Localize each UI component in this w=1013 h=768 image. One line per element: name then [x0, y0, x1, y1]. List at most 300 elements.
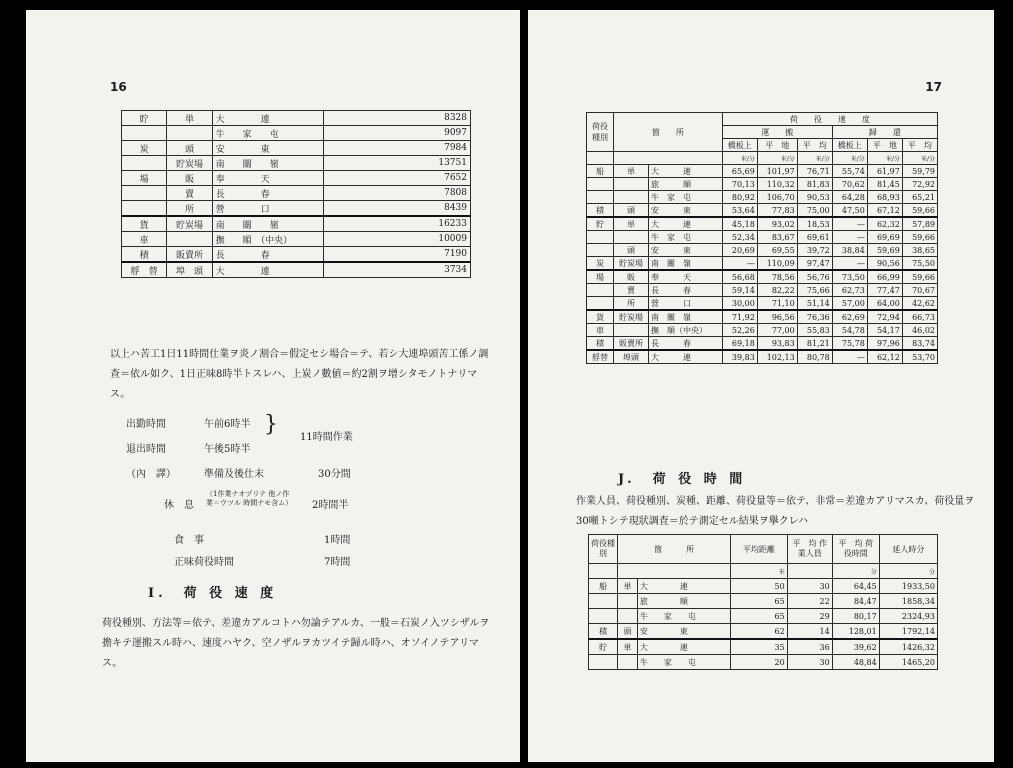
value-cell: 2324,93 [879, 609, 937, 624]
place-cell: 安 東 [649, 204, 723, 218]
value-cell: 93,02 [757, 217, 797, 231]
value-cell: 7190 [324, 247, 471, 263]
place-cell: 牛 家 屯 [637, 609, 730, 624]
value-cell: 80,92 [722, 191, 757, 204]
col-header-distance: 平均距離 [731, 535, 788, 564]
group-cell: 貯 [589, 639, 618, 655]
value-cell: 70,67 [902, 284, 937, 297]
col-header-place: 箇 所 [618, 535, 731, 564]
value-cell: 64,28 [832, 191, 867, 204]
group-cell: 炭 [587, 257, 614, 271]
value-cell: 73,50 [832, 270, 867, 284]
value-cell: 57,00 [832, 297, 867, 311]
value-cell: 78,56 [757, 270, 797, 284]
subgroup-cell: 販賣所 [167, 247, 212, 263]
table-row [587, 297, 938, 311]
unit-cell: 米/分 [757, 152, 797, 165]
value-cell: 67,12 [867, 204, 902, 218]
value-cell: 83,74 [902, 337, 937, 351]
table-row [122, 186, 471, 201]
group-cell: 貯 [587, 217, 614, 231]
unit-cell: 米 [731, 564, 788, 579]
breakdown-label: （內 譯） [126, 469, 176, 480]
value-cell: 52,26 [722, 324, 757, 337]
value-cell: 18,53 [797, 217, 832, 231]
group-cell [589, 655, 618, 670]
table-row [589, 624, 938, 640]
unit-cell: 米/分 [797, 152, 832, 165]
subgroup-cell: 頭 [167, 141, 212, 156]
value-cell: 10009 [324, 232, 471, 247]
group-cell: 船 [587, 165, 614, 178]
value-cell: 97,47 [797, 257, 832, 271]
value-cell: 30,00 [722, 297, 757, 311]
value-cell: 1426,32 [879, 639, 937, 655]
col-header-workers: 平 均 作業人員 [787, 535, 832, 564]
value-cell: 1792,14 [879, 624, 937, 640]
unit-cell: 米/分 [832, 152, 867, 165]
place-cell: 牛 家 屯 [649, 191, 723, 204]
value-cell: 59,66 [902, 231, 937, 244]
value-cell: 102,13 [757, 350, 797, 364]
blank-cell [589, 564, 618, 579]
subgroup-cell: 単 [167, 111, 212, 126]
group-cell: 積 [587, 204, 614, 218]
subgroup-cell: 貯炭場 [167, 156, 212, 171]
value-cell: 14 [787, 624, 832, 640]
subgroup-cell: 単 [618, 579, 638, 594]
table-row [122, 171, 471, 186]
place-cell: 長 春 [212, 247, 323, 263]
place-cell: 大 連 [637, 639, 730, 655]
place-cell: 長 春 [649, 337, 723, 351]
unit-cell: 分 [879, 564, 937, 579]
value-cell: — [832, 231, 867, 244]
table-row [587, 324, 938, 337]
value-cell: 80,78 [797, 350, 832, 364]
value-cell: 82,22 [757, 284, 797, 297]
group-cell [587, 178, 614, 191]
value-cell: 69,18 [722, 337, 757, 351]
value-cell: 1933,50 [879, 579, 937, 594]
table-row [589, 609, 938, 624]
blank-cell [787, 564, 832, 579]
value-cell: 75,66 [797, 284, 832, 297]
value-cell: 62 [731, 624, 788, 640]
subgroup-cell: 単 [614, 165, 649, 178]
value-cell: 53,70 [902, 350, 937, 364]
value-cell: 59,14 [722, 284, 757, 297]
subgroup-cell: 頭 [618, 624, 638, 640]
value-cell: 7652 [324, 171, 471, 186]
value-cell: 39,62 [832, 639, 879, 655]
net-value: 7時間 [324, 557, 351, 568]
unit-row [587, 152, 938, 165]
place-cell: 牛 家 屯 [212, 126, 323, 141]
back-time-label: 退出時間 [126, 444, 166, 455]
value-cell: 101,97 [757, 165, 797, 178]
place-cell: 牛 家 屯 [649, 231, 723, 244]
value-cell: 71,92 [722, 310, 757, 324]
paragraph-time: 作業人員、荷役種別、炭種、距離、荷役量等＝依テ、非常＝差違カアリマスカ、荷役量ヲ30噸トシテ現狀調査＝於テ測定セル結果ヲ擧クレハ [576, 496, 975, 527]
table-row [587, 231, 938, 244]
table-row [587, 284, 938, 297]
group-cell [122, 201, 167, 217]
table-row [587, 165, 938, 178]
place-cell: 旅 順 [637, 594, 730, 609]
value-cell: 61,97 [867, 165, 902, 178]
place-cell: 大 連 [649, 165, 723, 178]
value-cell: 48,84 [832, 655, 879, 670]
table-row [589, 639, 938, 655]
value-cell: 81,21 [797, 337, 832, 351]
value-cell: 38,84 [832, 244, 867, 257]
place-cell: 牛 家 屯 [637, 655, 730, 670]
table-row [587, 350, 938, 364]
group-cell [122, 156, 167, 171]
group-cell: 車 [122, 232, 167, 247]
group-cell: 炭 [122, 141, 167, 156]
value-cell: 16233 [324, 216, 471, 232]
value-cell: 70,62 [832, 178, 867, 191]
place-cell: 大 連 [637, 579, 730, 594]
table-row [122, 232, 471, 247]
group-cell: 積 [589, 624, 618, 640]
value-cell: 75,00 [797, 204, 832, 218]
place-cell: 營 口 [212, 201, 323, 217]
value-cell: 75,78 [832, 337, 867, 351]
subgroup-cell: 賣 [167, 186, 212, 201]
group-cell [122, 186, 167, 201]
meal-label: 食 事 [174, 535, 204, 546]
value-cell: 50 [731, 579, 788, 594]
group-cell: 場 [122, 171, 167, 186]
value-cell: 62,69 [832, 310, 867, 324]
value-cell: 72,94 [867, 310, 902, 324]
subgroup-cell [618, 594, 638, 609]
section-heading-time: J. 荷 役 時 間 [618, 472, 747, 487]
group-cell: 艀 替 [122, 262, 167, 278]
value-cell: 36 [787, 639, 832, 655]
table-row [122, 262, 471, 278]
page-number: 16 [110, 80, 127, 94]
table-row [122, 111, 471, 126]
value-cell: 97,96 [867, 337, 902, 351]
table-row [587, 310, 938, 324]
value-cell: 96,56 [757, 310, 797, 324]
subgroup-cell: 貯炭場 [167, 216, 212, 232]
subgroup-cell [614, 191, 649, 204]
table-row [587, 337, 938, 351]
col-header-flat: 平 地 [867, 139, 902, 152]
value-cell: 110,09 [757, 257, 797, 271]
value-cell: 69,55 [757, 244, 797, 257]
place-cell: 奉 天 [649, 270, 723, 284]
value-cell: 39,83 [722, 350, 757, 364]
value-cell: 93,83 [757, 337, 797, 351]
col-header-type: 荷役種別 [587, 113, 614, 152]
value-cell: 30 [787, 655, 832, 670]
prep-value: 30分間 [318, 469, 351, 480]
col-header-speed: 荷 役 速 度 [722, 113, 937, 126]
unit-row [589, 564, 938, 579]
table-row [122, 126, 471, 141]
subgroup-cell: 埠 頭 [167, 262, 212, 278]
place-cell: 南 關 嶺 [649, 257, 723, 271]
group-cell [587, 191, 614, 204]
value-cell: 54,17 [867, 324, 902, 337]
group-cell: 車 [587, 324, 614, 337]
value-cell: 77,00 [757, 324, 797, 337]
col-header-place: 箇 所 [614, 113, 723, 152]
value-cell: 80,17 [832, 609, 879, 624]
col-header-avg: 平 均 [902, 139, 937, 152]
subgroup-cell: 埠頭 [614, 350, 649, 364]
place-cell: 奉 天 [212, 171, 323, 186]
group-cell: 貨 [587, 310, 614, 324]
col-header-flat: 平 地 [757, 139, 797, 152]
col-header-avg: 平 均 [797, 139, 832, 152]
value-cell: 76,71 [797, 165, 832, 178]
value-cell: 77,83 [757, 204, 797, 218]
place-cell: 大 連 [649, 350, 723, 364]
group-cell [587, 297, 614, 311]
table-row [122, 247, 471, 263]
value-cell: 71,10 [757, 297, 797, 311]
coal-volume-table [121, 110, 471, 278]
value-cell: 38,65 [902, 244, 937, 257]
col-header-board: 橋板上 [722, 139, 757, 152]
value-cell: 52,34 [722, 231, 757, 244]
place-cell: 大 連 [212, 262, 323, 278]
table-row [122, 201, 471, 217]
value-cell: 65,69 [722, 165, 757, 178]
value-cell: 81,83 [797, 178, 832, 191]
group-cell [589, 609, 618, 624]
back-time-value: 午後5時半 [204, 444, 251, 455]
blank-cell [614, 152, 723, 165]
place-cell: 長 春 [649, 284, 723, 297]
blank-cell [618, 564, 731, 579]
group-cell [587, 244, 614, 257]
value-cell: 29 [787, 609, 832, 624]
unit-cell: 米/分 [867, 152, 902, 165]
value-cell: 1858,34 [879, 594, 937, 609]
subgroup-cell: 単 [618, 639, 638, 655]
unit-cell: 分 [832, 564, 879, 579]
table-row [587, 217, 938, 231]
table-row [587, 178, 938, 191]
value-cell: 45,18 [722, 217, 757, 231]
subgroup-cell: 所 [614, 297, 649, 311]
value-cell: 83,67 [757, 231, 797, 244]
place-cell: 營 口 [649, 297, 723, 311]
paragraph-workday: 以上ハ苦工1日11時間仕業ヲ炎ノ割合＝假定セシ場合＝テ、若シ大連埠頭苦工係ノ調查＝依ル如ク、1日正味8時半トスレハ、上炭ノ數値＝約2割ヲ增シタモノトナリマス。 [110, 349, 489, 400]
value-cell: 56,68 [722, 270, 757, 284]
value-cell: — [832, 217, 867, 231]
place-cell: 大 連 [212, 111, 323, 126]
group-cell [122, 126, 167, 141]
prep-label: 準備及後仕末 [204, 469, 264, 480]
out-time-label: 出勤時間 [126, 419, 166, 430]
col-header-return: 歸 還 [832, 126, 937, 139]
value-cell: 7808 [324, 186, 471, 201]
place-cell: 安 東 [212, 141, 323, 156]
col-header-board: 橋板上 [832, 139, 867, 152]
value-cell: 81,45 [867, 178, 902, 191]
subgroup-cell: 頭 [614, 244, 649, 257]
subgroup-cell: 頭 [614, 204, 649, 218]
table-row [122, 156, 471, 171]
value-cell: 59,79 [902, 165, 937, 178]
value-cell: 35 [731, 639, 788, 655]
subgroup-cell [167, 232, 212, 247]
value-cell: 106,70 [757, 191, 797, 204]
subgroup-cell [614, 178, 649, 191]
blank-cell [587, 152, 614, 165]
value-cell: 84,47 [832, 594, 879, 609]
value-cell: 55,74 [832, 165, 867, 178]
brace: } [264, 412, 278, 437]
value-cell: 46,02 [902, 324, 937, 337]
total-hours: 11時間作業 [300, 432, 353, 443]
value-cell: 54,78 [832, 324, 867, 337]
group-cell: 貨 [122, 216, 167, 232]
value-cell: 69,61 [797, 231, 832, 244]
value-cell: 9097 [324, 126, 471, 141]
value-cell: 8328 [324, 111, 471, 126]
value-cell: 39,72 [797, 244, 832, 257]
group-cell: 積 [122, 247, 167, 263]
value-cell: 66,99 [867, 270, 902, 284]
table-row [587, 270, 938, 284]
group-cell [589, 594, 618, 609]
rest-label: 休 息 [164, 500, 194, 511]
value-cell: 70,13 [722, 178, 757, 191]
value-cell: 65,21 [902, 191, 937, 204]
value-cell: 110,32 [757, 178, 797, 191]
subgroup-cell: 販 [167, 171, 212, 186]
value-cell: 62,12 [867, 350, 902, 364]
value-cell: 53,64 [722, 204, 757, 218]
value-cell: 76,36 [797, 310, 832, 324]
value-cell: 56,76 [797, 270, 832, 284]
subgroup-cell [618, 609, 638, 624]
value-cell: — [832, 350, 867, 364]
value-cell: 13751 [324, 156, 471, 171]
place-cell: 南 關 嶺 [212, 156, 323, 171]
value-cell: — [832, 257, 867, 271]
loading-speed-table [586, 112, 938, 364]
value-cell: 128,01 [832, 624, 879, 640]
net-label: 正味荷役時間 [174, 557, 234, 568]
table-row [587, 191, 938, 204]
paragraph-speed: 荷役種別、方法等＝依テ、差違カアルコトハ勿論テアルカ、一般＝石炭ノ入ツシザルヲ擔キテ運搬スル時ハ、速度ハヤク、空ノザルヲカツイテ歸ル時ハ、オソイノテアリマス。 [102, 618, 490, 669]
value-cell: 42,62 [902, 297, 937, 311]
table-row [589, 655, 938, 670]
table-row [587, 257, 938, 271]
value-cell: 68,93 [867, 191, 902, 204]
unit-cell: 米/分 [722, 152, 757, 165]
group-cell [587, 231, 614, 244]
table-row [587, 244, 938, 257]
value-cell: 69,69 [867, 231, 902, 244]
value-cell: 8439 [324, 201, 471, 217]
value-cell: 65 [731, 609, 788, 624]
value-cell: 47,50 [832, 204, 867, 218]
value-cell: 72,92 [902, 178, 937, 191]
subgroup-cell: 販 [614, 270, 649, 284]
value-cell: 64,45 [832, 579, 879, 594]
value-cell: 77,47 [867, 284, 902, 297]
section-heading-speed: I. 荷 役 速 度 [148, 586, 278, 601]
value-cell: 66,73 [902, 310, 937, 324]
col-header-total: 延人時分 [879, 535, 937, 564]
value-cell: 30 [787, 579, 832, 594]
table-row [122, 141, 471, 156]
out-time-value: 午前6時半 [204, 419, 251, 430]
value-cell: 1465,20 [879, 655, 937, 670]
col-header-carry: 運 搬 [722, 126, 832, 139]
group-cell [587, 284, 614, 297]
value-cell: 59,66 [902, 204, 937, 218]
group-cell: 場 [587, 270, 614, 284]
value-cell: 7984 [324, 141, 471, 156]
value-cell: 59,66 [902, 270, 937, 284]
unit-cell: 米/分 [902, 152, 937, 165]
col-header-type: 荷役種別 [589, 535, 618, 564]
value-cell: 62,32 [867, 217, 902, 231]
loading-time-table [588, 534, 938, 670]
value-cell: 51,14 [797, 297, 832, 311]
value-cell: 55,83 [797, 324, 832, 337]
value-cell: 57,89 [902, 217, 937, 231]
table-row [122, 216, 471, 232]
subgroup-cell: 貯炭場 [614, 257, 649, 271]
right-page [528, 10, 994, 762]
value-cell: — [722, 257, 757, 271]
place-cell: 旅 順 [649, 178, 723, 191]
value-cell: 59,69 [867, 244, 902, 257]
col-header-time: 平 均 荷役時間 [832, 535, 879, 564]
value-cell: 20 [731, 655, 788, 670]
subgroup-cell [614, 324, 649, 337]
subgroup-cell: 賣 [614, 284, 649, 297]
value-cell: 90,53 [797, 191, 832, 204]
subgroup-cell [167, 126, 212, 141]
subgroup-cell [614, 231, 649, 244]
group-cell: 積 [587, 337, 614, 351]
value-cell: 64,00 [867, 297, 902, 311]
table-row [589, 579, 938, 594]
value-cell: 90,56 [867, 257, 902, 271]
subgroup-cell: 所 [167, 201, 212, 217]
place-cell: 安 東 [649, 244, 723, 257]
value-cell: 22 [787, 594, 832, 609]
page-number: 17 [925, 80, 942, 94]
group-cell: 艀替 [587, 350, 614, 364]
place-cell: 撫 順（中央） [649, 324, 723, 337]
subgroup-cell [618, 655, 638, 670]
table-row [587, 204, 938, 218]
subgroup-cell: 販賣所 [614, 337, 649, 351]
left-page [26, 10, 520, 762]
rest-note: （1作業ナオヅリテ 他ノ作業＝ウツル 時間ナモ含ム） [206, 490, 293, 507]
place-cell: 南 關 嶺 [649, 310, 723, 324]
place-cell: 安 東 [637, 624, 730, 640]
group-cell: 船 [589, 579, 618, 594]
group-cell: 貯 [122, 111, 167, 126]
